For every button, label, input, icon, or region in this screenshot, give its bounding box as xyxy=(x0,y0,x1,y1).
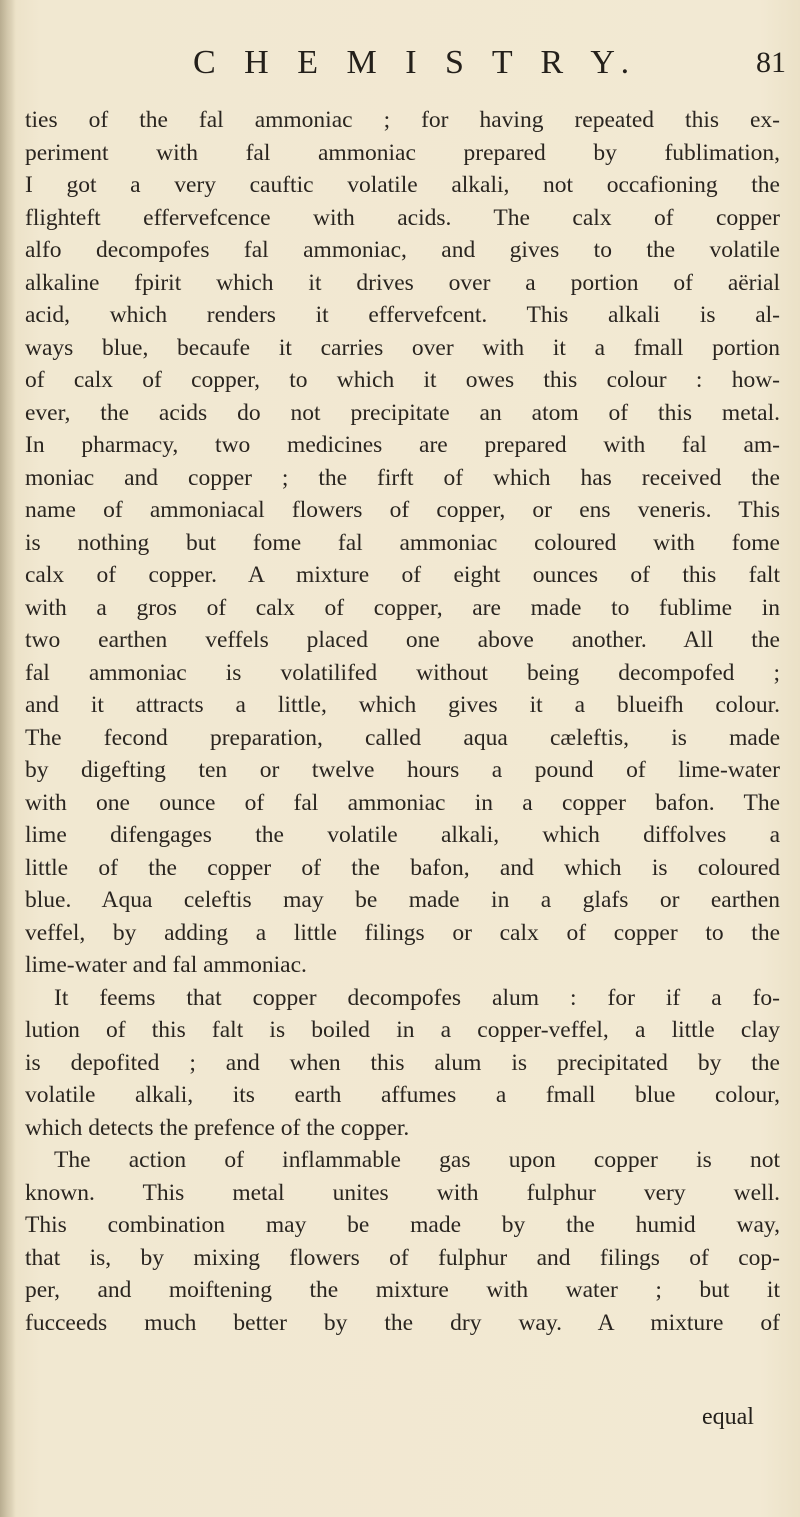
text-line: veffel, by adding a little filings or calx of copper to the xyxy=(25,919,780,946)
text-line: is depofited ; and when this alum is precipitated by the xyxy=(25,1049,780,1076)
text-line: blue. Aqua celeftis may be made in a glafs or earthen xyxy=(25,887,780,913)
page-binding-shadow xyxy=(0,0,16,1517)
text-line: fal ammoniac is volatilifed without being decompofed ; xyxy=(25,659,780,686)
text-line: acid, which renders it effervefcent. This alkali is al- xyxy=(25,302,780,328)
text-line: per, and moiftening the mixture with water ; but it xyxy=(25,1277,780,1303)
page-number: 81 xyxy=(756,46,786,79)
text-line: lution of this falt is boiled in a copper-veffel, a little clay xyxy=(25,1017,780,1043)
text-line: little of the copper of the bafon, and which is coloured xyxy=(25,854,780,881)
running-title: C H E M I S T R Y. xyxy=(193,44,640,81)
text-line: by digefting ten or twelve hours a pound of lime-water xyxy=(25,757,780,783)
text-line: is nothing but fome fal ammoniac coloured with fome xyxy=(25,529,780,556)
text-line: I got a very cauftic volatile alkali, not occafioning the xyxy=(25,172,780,198)
text-line: with a gros of calx of copper, are made to fublime in xyxy=(25,594,780,621)
text-line: of calx of copper, to which it owes this colour : how- xyxy=(25,367,780,393)
text-line: that is, by mixing flowers of fulphur and filings of cop- xyxy=(25,1244,780,1271)
text-line: flighteft effervefcence with acids. The calx of copper xyxy=(25,204,780,231)
text-line: periment with fal ammoniac prepared by fublimation, xyxy=(25,139,780,166)
text-line: ways blue, becaufe it carries over with it a fmall portion xyxy=(25,334,780,361)
text-line: which detects the prefence of the copper. xyxy=(25,1114,410,1141)
text-line: moniac and copper ; the firft of which has received the xyxy=(25,464,780,491)
body-text xyxy=(25,104,780,1339)
text-line: fucceeds much better by the dry way. A mixture of xyxy=(25,1309,780,1336)
text-line: The fecond preparation, called aqua cæleftis, is made xyxy=(25,724,780,751)
text-line: two earthen veffels placed one above another. All the xyxy=(25,627,780,653)
text-line: lime difengages the volatile alkali, which diffolves a xyxy=(25,822,780,848)
text-line: ever, the acids do not precipitate an atom of this metal. xyxy=(25,399,780,426)
text-line: volatile alkali, its earth affumes a fmall blue colour, xyxy=(25,1082,780,1108)
text-line: with one ounce of fal ammoniac in a copper bafon. The xyxy=(25,789,780,816)
text-line: and it attracts a little, which gives it a blueifh colour. xyxy=(25,692,780,718)
catchword: equal xyxy=(702,1404,754,1430)
text-line: alkaline fpirit which it drives over a portion of aërial xyxy=(25,269,780,296)
text-line: The action of inflammable gas upon copper is not xyxy=(54,1147,780,1173)
running-head xyxy=(0,44,800,94)
text-line: It feems that copper decompofes alum : for if a fo- xyxy=(54,984,780,1011)
text-line: This combination may be made by the humid way, xyxy=(25,1212,780,1238)
text-line: name of ammoniacal flowers of copper, or ens veneris. This xyxy=(25,497,780,523)
text-line: known. This metal unites with fulphur very well. xyxy=(25,1179,780,1206)
text-line: lime-water and fal ammoniac. xyxy=(25,952,307,978)
text-line: calx of copper. A mixture of eight ounces of this falt xyxy=(25,562,780,588)
text-line: alfo decompofes fal ammoniac, and gives to the volatile xyxy=(25,237,780,263)
text-line: In pharmacy, two medicines are prepared with fal am- xyxy=(25,432,780,458)
text-line: ties of the fal ammoniac ; for having repeated this ex- xyxy=(25,107,780,133)
